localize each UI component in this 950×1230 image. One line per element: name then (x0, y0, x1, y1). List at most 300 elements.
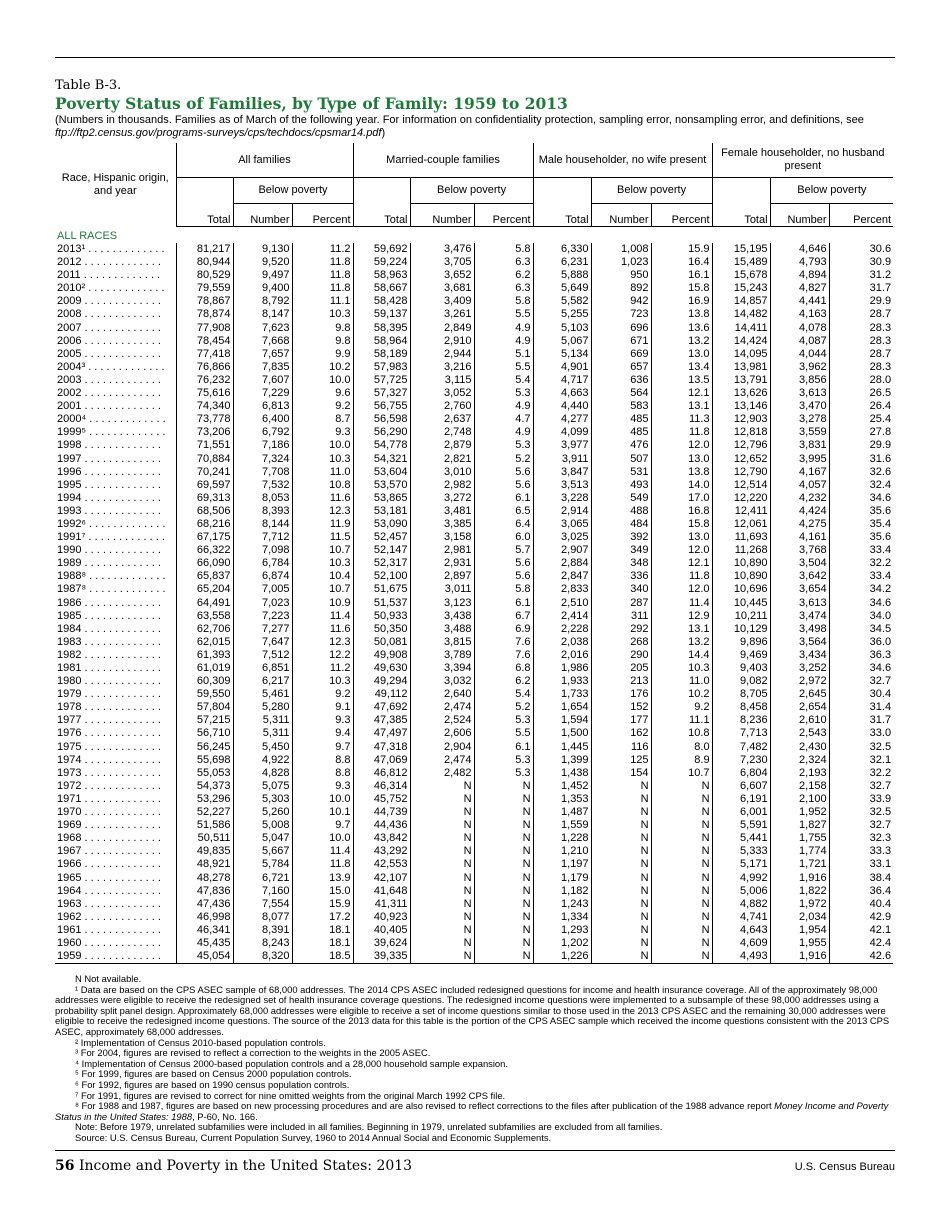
value-cell: 5.3 (474, 387, 533, 400)
table-row (55, 688, 893, 701)
value-cell: 8,393 (233, 505, 292, 518)
value-cell: 30.6 (829, 243, 893, 256)
value-cell: 39,624 (353, 937, 410, 950)
value-cell: 3,474 (770, 610, 829, 623)
value-cell: 8,147 (233, 308, 292, 321)
value-cell: N (591, 858, 651, 871)
table-row (55, 911, 893, 924)
table-row (55, 439, 893, 452)
value-cell: 5,450 (233, 741, 292, 754)
value-cell: 31.2 (829, 269, 893, 282)
value-cell: 61,393 (176, 649, 233, 662)
year-cell: 1993 . . . . . . . . . . . . . (57, 504, 161, 517)
value-cell: 11.2 (292, 662, 353, 675)
value-cell: 5.8 (474, 243, 533, 256)
table-row (55, 322, 893, 335)
value-cell: 58,395 (353, 322, 410, 335)
value-cell: 2,972 (770, 675, 829, 688)
value-cell: 7,324 (233, 453, 292, 466)
value-cell: 59,692 (353, 243, 410, 256)
table-row (55, 256, 893, 269)
value-cell: 5,303 (233, 793, 292, 806)
value-cell: 11.8 (292, 256, 353, 269)
value-cell: 3,977 (533, 439, 591, 452)
value-cell: 1,210 (533, 845, 591, 858)
value-cell: 1,226 (533, 950, 591, 964)
year-cell: 1960 . . . . . . . . . . . . . (57, 936, 161, 949)
table-row (55, 426, 893, 439)
value-cell: 6.5 (474, 505, 533, 518)
value-cell: 4,922 (233, 754, 292, 767)
value-cell: 290 (591, 649, 651, 662)
value-cell: 152 (591, 701, 651, 714)
value-cell: 2,910 (410, 335, 474, 348)
value-cell: 11.4 (292, 845, 353, 858)
value-cell: 50,081 (353, 636, 410, 649)
table-row (55, 780, 893, 793)
year-cell: 1961 . . . . . . . . . . . . . (57, 923, 161, 936)
value-cell: 2,897 (410, 570, 474, 583)
value-cell: 5,591 (712, 819, 770, 832)
value-cell: 2,821 (410, 453, 474, 466)
table-row (55, 518, 893, 531)
year-cell: 1966 . . . . . . . . . . . . . (57, 858, 161, 871)
table-row (55, 583, 893, 596)
year-cell: 2003 . . . . . . . . . . . . . (57, 373, 161, 386)
value-cell: 11.6 (292, 492, 353, 505)
value-cell: 340 (591, 583, 651, 596)
year-cell: 1982 . . . . . . . . . . . . . (57, 648, 161, 661)
value-cell: N (410, 832, 474, 845)
value-cell: 38.4 (829, 872, 893, 885)
value-cell: 8,144 (233, 518, 292, 531)
value-cell: 18.1 (292, 937, 353, 950)
value-cell: 26.5 (829, 387, 893, 400)
table-row (55, 361, 893, 374)
value-cell: 15.8 (651, 518, 712, 531)
table-row (55, 701, 893, 714)
value-cell: 10,890 (712, 570, 770, 583)
value-cell: N (474, 924, 533, 937)
value-cell: 29.9 (829, 295, 893, 308)
value-cell: 12,790 (712, 466, 770, 479)
value-cell: 10.0 (292, 832, 353, 845)
col-total: Total (176, 204, 233, 227)
value-cell: 5.2 (474, 701, 533, 714)
value-cell: 1,197 (533, 858, 591, 871)
value-cell: 7,277 (233, 623, 292, 636)
value-cell: 1,954 (770, 924, 829, 937)
value-cell: 45,054 (176, 950, 233, 964)
value-cell: 3,394 (410, 662, 474, 675)
page-footer (55, 1158, 412, 1174)
year-cell: 1998 . . . . . . . . . . . . . (57, 439, 161, 452)
value-cell: N (591, 832, 651, 845)
value-cell: 79,559 (176, 282, 233, 295)
value-cell: 73,778 (176, 413, 233, 426)
value-cell: 9,497 (233, 269, 292, 282)
year-cell: 2004³ . . . . . . . . . . . . . (57, 360, 165, 373)
value-cell: 3,504 (770, 557, 829, 570)
value-cell: 3,705 (410, 256, 474, 269)
year-cell: 1979 . . . . . . . . . . . . . (57, 688, 161, 701)
value-cell: 4,440 (533, 400, 591, 413)
value-cell: N (651, 872, 712, 885)
value-cell: 3,642 (770, 570, 829, 583)
value-cell: 9.8 (292, 322, 353, 335)
value-cell: 6,813 (233, 400, 292, 413)
publication-title: Income and Poverty in the United States: 2013 (78, 1158, 413, 1174)
value-cell: 9.9 (292, 348, 353, 361)
value-cell: 10.2 (651, 688, 712, 701)
value-cell: 484 (591, 518, 651, 531)
value-cell: 3,498 (770, 623, 829, 636)
value-cell: 531 (591, 466, 651, 479)
value-cell: N (591, 819, 651, 832)
value-cell: 15.9 (651, 243, 712, 256)
table-row (55, 400, 893, 413)
value-cell: N (474, 806, 533, 819)
value-cell: 4,424 (770, 505, 829, 518)
value-cell: N (410, 793, 474, 806)
value-cell: 657 (591, 361, 651, 374)
value-cell: 41,648 (353, 885, 410, 898)
year-cell: 2008 . . . . . . . . . . . . . (57, 308, 161, 321)
value-cell: 1,445 (533, 741, 591, 754)
value-cell: 3,438 (410, 610, 474, 623)
year-cell: 1964 . . . . . . . . . . . . . (57, 884, 161, 897)
col-total: Total (353, 204, 410, 227)
value-cell: 3,789 (410, 649, 474, 662)
value-cell: 28.0 (829, 374, 893, 387)
value-cell: 47,385 (353, 714, 410, 727)
value-cell: 8,053 (233, 492, 292, 505)
value-cell: 11.3 (651, 413, 712, 426)
footnote-5: ⁵ For 1999, figures are based on Census 2000 population controls. (75, 1068, 352, 1080)
value-cell: 58,189 (353, 348, 410, 361)
value-cell: 11.1 (651, 714, 712, 727)
value-cell: 9.6 (292, 387, 353, 400)
value-cell: 950 (591, 269, 651, 282)
year-cell: 1988⁸ . . . . . . . . . . . . . (57, 570, 166, 583)
value-cell: 13.1 (651, 623, 712, 636)
value-cell: 10,129 (712, 623, 770, 636)
value-cell: 11.8 (651, 570, 712, 583)
value-cell: 1,182 (533, 885, 591, 898)
value-cell: 2,038 (533, 636, 591, 649)
value-cell: N (591, 937, 651, 950)
value-cell: 10.0 (292, 374, 353, 387)
value-cell: 2,760 (410, 400, 474, 413)
col-number: Number (770, 204, 829, 227)
value-cell: 13.0 (651, 453, 712, 466)
value-cell: N (410, 780, 474, 793)
value-cell: 5,067 (533, 335, 591, 348)
value-cell: N (651, 845, 712, 858)
value-cell: 70,884 (176, 453, 233, 466)
value-cell: 47,836 (176, 885, 233, 898)
value-cell: 62,706 (176, 623, 233, 636)
value-cell: 13.4 (651, 361, 712, 374)
value-cell: 9.4 (292, 727, 353, 740)
value-cell: 4,057 (770, 479, 829, 492)
value-cell: 3,025 (533, 531, 591, 544)
value-cell: 44,739 (353, 806, 410, 819)
value-cell: 7,230 (712, 754, 770, 767)
value-cell: 292 (591, 623, 651, 636)
value-cell: 4,609 (712, 937, 770, 950)
value-cell: 56,755 (353, 400, 410, 413)
year-cell: 1987⁸ . . . . . . . . . . . . . (57, 583, 166, 596)
value-cell: 40,923 (353, 911, 410, 924)
value-cell: 13.6 (651, 322, 712, 335)
value-cell: 6,874 (233, 570, 292, 583)
value-cell: 7.6 (474, 636, 533, 649)
value-cell: 3,158 (410, 531, 474, 544)
value-cell: 4,717 (533, 374, 591, 387)
year-cell: 1992⁶ . . . . . . . . . . . . . (57, 517, 166, 530)
value-cell: 35.6 (829, 505, 893, 518)
value-cell: 31.6 (829, 453, 893, 466)
year-cell: 2011 . . . . . . . . . . . . . (57, 269, 161, 282)
value-cell: 10.7 (292, 583, 353, 596)
value-cell: 7,668 (233, 335, 292, 348)
value-cell: N (651, 780, 712, 793)
table-row (55, 924, 893, 937)
value-cell: 74,340 (176, 400, 233, 413)
value-cell: 9,469 (712, 649, 770, 662)
value-cell: 3,911 (533, 453, 591, 466)
value-cell: 1,755 (770, 832, 829, 845)
value-cell: 42.6 (829, 950, 893, 964)
table-row (55, 531, 893, 544)
value-cell: 7,512 (233, 649, 292, 662)
value-cell: 53,090 (353, 518, 410, 531)
value-cell: 59,137 (353, 308, 410, 321)
value-cell: 10.3 (651, 662, 712, 675)
value-cell: 4.7 (474, 413, 533, 426)
value-cell: 9.7 (292, 819, 353, 832)
value-cell: 9,896 (712, 636, 770, 649)
value-cell: 7,160 (233, 885, 292, 898)
col-total: Total (533, 204, 591, 227)
value-cell: 4.9 (474, 400, 533, 413)
value-cell: 15,195 (712, 243, 770, 256)
table-row (55, 243, 893, 256)
value-cell: 6.3 (474, 256, 533, 269)
value-cell: 3,559 (770, 426, 829, 439)
value-cell: 49,835 (176, 845, 233, 858)
year-cell: 1959 . . . . . . . . . . . . . (55, 950, 176, 964)
table-row (55, 557, 893, 570)
table-row (55, 387, 893, 400)
year-cell: 1977 . . . . . . . . . . . . . (57, 714, 161, 727)
value-cell: 8.8 (292, 767, 353, 780)
value-cell: 18.1 (292, 924, 353, 937)
value-cell: 52,147 (353, 544, 410, 557)
value-cell: 476 (591, 439, 651, 452)
year-cell: 1969 . . . . . . . . . . . . . (57, 819, 161, 832)
value-cell: 3,847 (533, 466, 591, 479)
value-cell: 1,721 (770, 858, 829, 871)
value-cell: 69,313 (176, 492, 233, 505)
value-cell: 213 (591, 675, 651, 688)
value-cell: 66,322 (176, 544, 233, 557)
value-cell: 5,888 (533, 269, 591, 282)
value-cell: 3,815 (410, 636, 474, 649)
value-cell: 12,061 (712, 518, 770, 531)
top-rule (55, 57, 895, 58)
value-cell: 58,964 (353, 335, 410, 348)
value-cell: N (651, 911, 712, 924)
value-cell: 2,914 (533, 505, 591, 518)
footnote-n: N Not available. (75, 973, 142, 984)
value-cell: 33.1 (829, 858, 893, 871)
note-link[interactable]: ftp://ftp2.census.gov/programs-surveys/cps/techdocs/cpsmar14.pdf (55, 127, 382, 139)
value-cell: 45,435 (176, 937, 233, 950)
value-cell: 6,792 (233, 426, 292, 439)
value-cell: 6.1 (474, 741, 533, 754)
note-text: (Numbers in thousands. Families as of March of the following year. For information on confidentiality protection, sampling error, nonsampling error, and definitions, see (55, 114, 864, 126)
value-cell: 5,667 (233, 845, 292, 858)
value-cell: 9.7 (292, 741, 353, 754)
value-cell: 40.4 (829, 898, 893, 911)
value-cell: 2,510 (533, 597, 591, 610)
value-cell: 13,146 (712, 400, 770, 413)
value-cell: 4.9 (474, 426, 533, 439)
value-cell: 25.4 (829, 413, 893, 426)
value-cell: 57,983 (353, 361, 410, 374)
value-cell: N (410, 885, 474, 898)
table-row (55, 374, 893, 387)
value-cell: 15,489 (712, 256, 770, 269)
value-cell: 71,551 (176, 439, 233, 452)
value-cell: 56,245 (176, 741, 233, 754)
value-cell: 10.1 (292, 806, 353, 819)
table-row (55, 845, 893, 858)
table-row (55, 308, 893, 321)
value-cell: 671 (591, 335, 651, 348)
value-cell: 36.0 (829, 636, 893, 649)
value-cell: 8,458 (712, 701, 770, 714)
value-cell: 1,293 (533, 924, 591, 937)
value-cell: 7,554 (233, 898, 292, 911)
value-cell: 78,867 (176, 295, 233, 308)
table-row (55, 348, 893, 361)
value-cell: 1,334 (533, 911, 591, 924)
agency-name: U.S. Census Bureau (794, 1161, 895, 1173)
value-cell: 1,594 (533, 714, 591, 727)
value-cell: 2,904 (410, 741, 474, 754)
value-cell: 44,436 (353, 819, 410, 832)
value-cell: 13.2 (651, 636, 712, 649)
value-cell: N (410, 911, 474, 924)
value-cell: 3,010 (410, 466, 474, 479)
value-cell: 2,640 (410, 688, 474, 701)
table-row (55, 466, 893, 479)
value-cell: 65,204 (176, 583, 233, 596)
value-cell: N (591, 898, 651, 911)
value-cell: 6,217 (233, 675, 292, 688)
value-cell: 5.6 (474, 557, 533, 570)
value-cell: 16.9 (651, 295, 712, 308)
table-row (55, 597, 893, 610)
value-cell: 176 (591, 688, 651, 701)
year-cell: 1978 . . . . . . . . . . . . . (57, 701, 161, 714)
value-cell: 3,115 (410, 374, 474, 387)
value-cell: 26.4 (829, 400, 893, 413)
value-cell: N (591, 806, 651, 819)
value-cell: 56,710 (176, 727, 233, 740)
value-cell: 13.5 (651, 374, 712, 387)
value-cell: 4,992 (712, 872, 770, 885)
value-cell: 46,341 (176, 924, 233, 937)
value-cell: 6.1 (474, 492, 533, 505)
table-row (55, 675, 893, 688)
value-cell: 54,778 (353, 439, 410, 452)
value-cell: 34.2 (829, 583, 893, 596)
value-cell: 12.1 (651, 387, 712, 400)
value-cell: 5,171 (712, 858, 770, 871)
value-cell: 34.6 (829, 597, 893, 610)
source-note: Source: U.S. Census Bureau, Current Population Survey, 1960 to 2014 Annual Social and Economic Supplements. (75, 1131, 552, 1143)
value-cell: 3,654 (770, 583, 829, 596)
value-cell: 32.6 (829, 466, 893, 479)
value-cell: 892 (591, 282, 651, 295)
value-cell: N (474, 911, 533, 924)
value-cell: 47,436 (176, 898, 233, 911)
value-cell: 12.0 (651, 544, 712, 557)
value-cell: 14,095 (712, 348, 770, 361)
value-cell: 60,309 (176, 675, 233, 688)
value-cell: 32.5 (829, 806, 893, 819)
table-row (55, 872, 893, 885)
value-cell: 5.3 (474, 439, 533, 452)
year-cell: 2007 . . . . . . . . . . . . . (57, 321, 161, 334)
value-cell: 10.9 (292, 597, 353, 610)
value-cell: 6.3 (474, 282, 533, 295)
year-cell: 1972 . . . . . . . . . . . . . (57, 779, 161, 792)
value-cell: 6,721 (233, 872, 292, 885)
value-cell: 53,296 (176, 793, 233, 806)
value-cell: 32.7 (829, 675, 893, 688)
value-cell: 9,400 (233, 282, 292, 295)
value-cell: N (651, 885, 712, 898)
value-cell: 6,191 (712, 793, 770, 806)
section-label: ALL RACES (57, 229, 118, 242)
value-cell: 205 (591, 662, 651, 675)
value-cell: 669 (591, 348, 651, 361)
value-cell: 12.0 (651, 583, 712, 596)
value-cell: 10.8 (292, 479, 353, 492)
value-cell: 268 (591, 636, 651, 649)
value-cell: N (474, 872, 533, 885)
value-cell: N (474, 845, 533, 858)
value-cell: 2,324 (770, 754, 829, 767)
table-row (55, 806, 893, 819)
year-cell: 1974 . . . . . . . . . . . . . (57, 753, 161, 766)
value-cell: 32.1 (829, 754, 893, 767)
value-cell: 5.5 (474, 308, 533, 321)
year-cell: 1995 . . . . . . . . . . . . . (57, 478, 161, 491)
value-cell: 14,411 (712, 322, 770, 335)
value-cell: 1,500 (533, 727, 591, 740)
value-cell: 6,607 (712, 780, 770, 793)
value-cell: 73,206 (176, 426, 233, 439)
value-cell: 1,243 (533, 898, 591, 911)
value-cell: 4,441 (770, 295, 829, 308)
value-cell: N (651, 793, 712, 806)
